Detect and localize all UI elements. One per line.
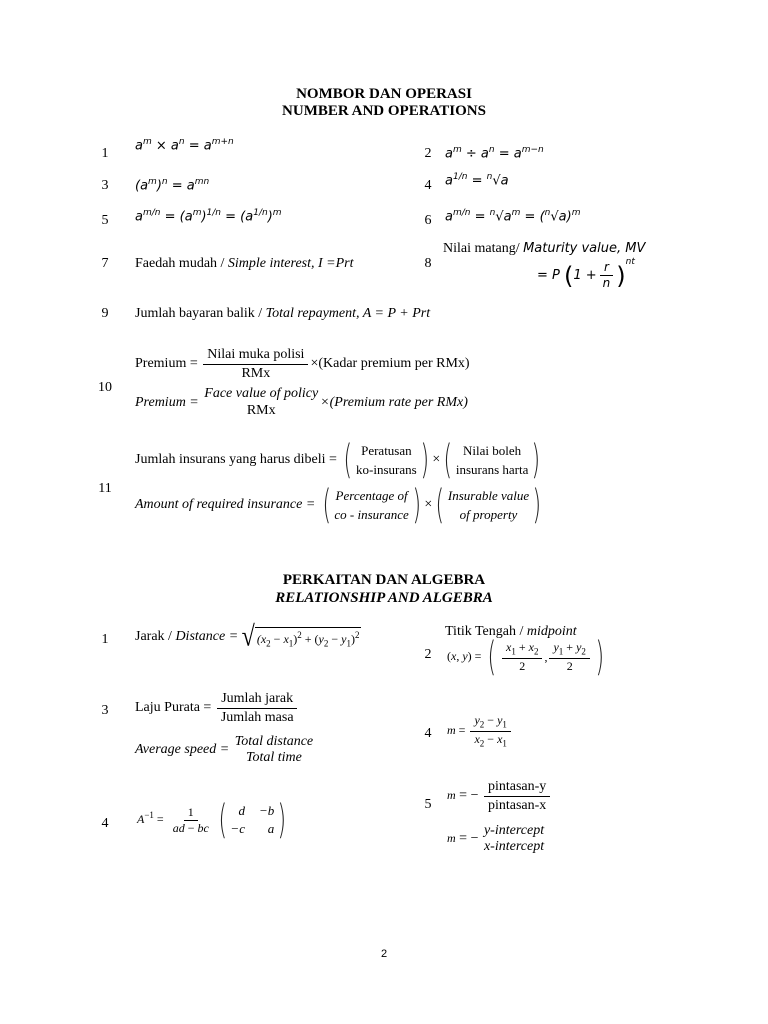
gradient-intercept-ms: m = − $\frac{\text{pintasan-y}}{\text{pintasan-x}}$	[447, 778, 552, 814]
formula-number: 2	[424, 647, 432, 662]
premium-ms	[135, 346, 470, 382]
midpoint-label-en: midpoint	[526, 624, 577, 639]
formula-number: 11	[98, 481, 112, 496]
maturity-value-formula: = P ( 1 + $\frac{r}{n}$ ) $^{nt}$	[537, 256, 635, 290]
required-insurance-ms: Jumlah insurans yang harus dibeli = ( Peratusan ko-insurans ) × ( Nilai boleh insurans harta )	[135, 437, 541, 483]
maturity-value-label	[443, 241, 645, 257]
formula-number: 4	[424, 178, 432, 193]
section-title-ms: PERKAITAN DAN ALGEBRA	[282, 572, 486, 588]
required-insurance-en-label: Amount of required insurance =	[135, 497, 316, 512]
premium-ms-label: Premium =	[135, 356, 198, 372]
premium-en-label: Premium =	[135, 394, 199, 410]
coinsurance-ms-1: Peratusan	[361, 442, 412, 458]
coinsurance-en-2: co - insurance	[334, 507, 409, 522]
formula-index-divide: $a^m \div a^n = a^{m-n}$	[445, 145, 544, 162]
average-speed-ms-den: Jumlah masa	[220, 709, 294, 725]
simple-interest-en: Simple interest, I =Prt	[227, 256, 354, 271]
formula-fractional-power: $a^{m/n} = (a^m)^{1/n} = (a^{1/n})^m$	[135, 208, 282, 225]
coinsurance-en-1: Percentage of	[335, 487, 408, 503]
average-speed-ms-num: Jumlah jarak	[217, 690, 297, 709]
maturity-value-en: Maturity value, MV	[523, 241, 646, 256]
formula-index-multiply: $a^m \times a^n = a^{m+n}$	[135, 137, 234, 154]
formula-number: 8	[424, 256, 432, 271]
total-repayment	[135, 306, 430, 322]
average-speed-ms-label: Laju Purata =	[135, 700, 212, 716]
formula-root-power: $a^{m/n} = ^n√a^m = (^n√a)^m$	[445, 208, 581, 225]
premium-ms-numerator: Nilai muka polisi	[203, 346, 308, 365]
formula-power-of-power: $(a^m)^n = a^{mn}$	[135, 177, 210, 194]
gradient-intercept-ms-num: pintasan-y	[484, 778, 550, 797]
required-insurance-en: Amount of required insurance = ( Percentage of co - insurance ) × ( Insurable value of property )	[135, 482, 542, 528]
gradient-intercept-en: m = − y-intercept x-intercept	[447, 823, 545, 854]
section-title-ms: NOMBOR DAN OPERASI	[296, 86, 472, 102]
gradient-intercept-en-den: x-intercept	[483, 839, 545, 854]
inverse-matrix-formula: $A^{-1}$ = $\frac{1}{ad - bc}$ ( d −b −c a )	[137, 797, 287, 843]
premium-en-denominator: RMx	[246, 403, 276, 418]
average-speed-en-label: Average speed =	[135, 742, 230, 758]
formula-number: 9	[101, 306, 109, 321]
midpoint-label-ms: Titik Tengah /	[445, 624, 524, 639]
formula-number: 3	[101, 703, 109, 718]
insurable-ms-1: Nilai boleh	[463, 442, 522, 458]
premium-en	[135, 386, 468, 420]
premium-ms-denominator: RMx	[241, 365, 271, 381]
formula-number: 10	[98, 380, 112, 395]
average-speed-ms	[135, 690, 300, 726]
total-repayment-en: Total repayment, A = P + Prt	[265, 306, 431, 321]
formula-number: 4	[101, 816, 109, 831]
page-number: 2	[380, 948, 388, 960]
formula-number: 6	[424, 213, 432, 228]
average-speed-en	[135, 734, 315, 766]
formula-number: 2	[424, 146, 432, 161]
required-insurance-ms-label: Jumlah insurans yang harus dibeli =	[135, 452, 337, 467]
insurable-en-2: of property	[459, 507, 518, 522]
premium-en-tail: ×(Premium rate per RMx)	[320, 394, 468, 410]
section-title-en: RELATIONSHIP AND ALGEBRA	[275, 590, 493, 606]
insurable-ms-2: insurans harta	[455, 462, 529, 477]
distance-label-ms: Jarak /	[135, 629, 172, 645]
insurable-en-1: Insurable value	[447, 487, 530, 503]
formula-number: 4	[424, 726, 432, 741]
formula-number: 5	[101, 213, 109, 228]
formula-number: 1	[101, 632, 109, 647]
coinsurance-ms-2: ko-insurans	[356, 462, 417, 477]
formula-number: 5	[424, 797, 432, 812]
gradient-intercept-en-num: y-intercept	[483, 823, 545, 838]
simple-interest-ms: Faedah mudah /	[135, 256, 225, 271]
distance-label-en: Distance =	[175, 629, 239, 645]
maturity-value-ms: Nilai matang/	[443, 241, 520, 256]
section-title-en: NUMBER AND OPERATIONS	[282, 103, 486, 119]
gradient-formula: m = $\frac{y_2 - y_1}{x_2 - x_1}$	[447, 713, 513, 749]
formula-number: 7	[101, 256, 109, 271]
gradient-intercept-ms-den: pintasan-x	[487, 797, 547, 813]
premium-ms-tail: ×(Kadar premium per RMx)	[310, 356, 470, 372]
simple-interest	[135, 256, 354, 272]
total-repayment-ms: Jumlah bayaran balik /	[135, 306, 263, 321]
distance-formula: Jarak / Distance = √ $(x_2 - x_1)^2 + (y_2 - y_1)^2$	[135, 621, 360, 653]
formula-number: 3	[101, 178, 109, 193]
premium-en-numerator: Face value of policy	[204, 386, 319, 401]
formula-number: 1	[101, 146, 109, 161]
average-speed-en-num: Total distance	[234, 734, 314, 749]
midpoint-formula: (x, y) = ( $\frac{x_1 + x_2}{2}$ , $\frac{y_1 + y_2}{2}$ )	[447, 634, 605, 680]
average-speed-en-den: Total time	[245, 750, 302, 765]
formula-fractional-index: $a^{1/n} = ^n√a$	[445, 172, 509, 189]
